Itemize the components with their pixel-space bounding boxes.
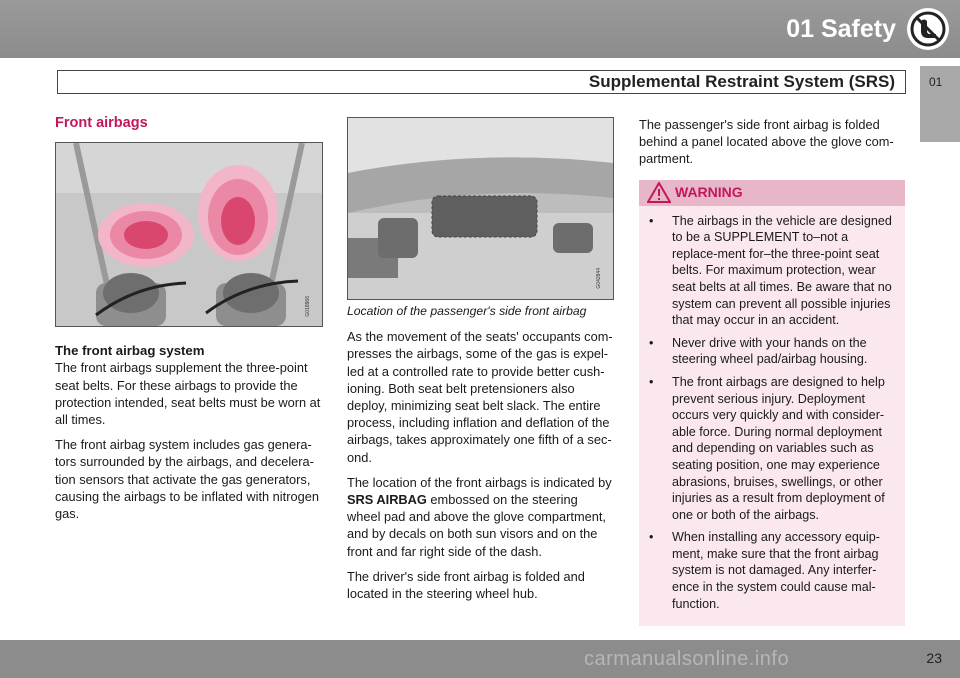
passenger-airbag-location-illustration — [347, 117, 614, 300]
section-bar — [57, 70, 906, 94]
warning-item: • Never drive with your hands on the steering wheel pad/airbag housing. — [647, 335, 895, 368]
warning-box — [639, 180, 905, 627]
column-3 — [639, 116, 905, 626]
front-airbags-illustration — [55, 142, 323, 327]
paragraph: The driver's side front airbag is folded and located in the steering wheel hub. — [347, 568, 585, 602]
section-title: Supplemental Restraint System (SRS) — [588, 72, 895, 91]
figure-code: G018966 — [304, 295, 311, 317]
front-airbags-heading: Front airbags — [55, 115, 148, 131]
text-span: The location of the front airbags is indicated by — [347, 474, 612, 490]
warning-header — [639, 180, 905, 206]
dashboard-image — [348, 118, 613, 299]
figure-caption: Location of the passenger's side front airbag — [347, 304, 587, 318]
warning-item: • The front airbags are designed to help prevent serious injury. Deployment occurs very quickly and with consider-able force. During normal deployment and depending on variables such as seating position, one may experience abrasions, bruises, swellings, or other injuries as a result from deployment of one or both of the airbags. — [647, 374, 895, 523]
side-tab-label: 01 — [929, 75, 943, 89]
page-number: 23 — [926, 650, 942, 666]
chapter-side-tab — [920, 66, 960, 142]
paragraph: The front airbag system includes gas genera-tors surrounded by the airbags, and decelera-tion sensors that activate the gas generators, causing the airbags to be inflated with nitrogen gas. — [55, 437, 319, 522]
airbags-deployed-image — [56, 143, 322, 326]
footer-band — [0, 640, 960, 678]
paragraph — [347, 474, 614, 560]
column-1 — [55, 115, 323, 530]
warning-list — [639, 206, 905, 613]
paragraph: The front airbags supplement the three-point seat belts. For these airbags to provide the protection intended, seat belts must be worn at all times. — [55, 360, 321, 428]
no-child-seat-icon — [906, 7, 950, 51]
watermark: carmanualsonline.info — [584, 648, 790, 670]
figure-code: G042844 — [595, 268, 602, 289]
text-span: embossed on the steering wheel pad and above the glove compartment, and by decals on both sun visors and on the front and far right side of the dash. — [347, 492, 606, 559]
front-airbag-system-heading: The front airbag system — [55, 343, 205, 359]
paragraph: The passenger's side front airbag is folded behind a panel located above the glove com-partment. — [639, 117, 894, 167]
chapter-title: 01 Safety — [786, 15, 896, 43]
warning-title: WARNING — [675, 183, 743, 200]
warning-triangle-icon — [647, 182, 671, 203]
warning-item: • When installing any accessory equip-ment, make sure that the front airbag system is not damaged. Any interfer-ence in the system could cause mal-function. — [647, 529, 895, 612]
paragraph: As the movement of the seats' occupants com-presses the airbags, some of the gas is expel-led at a controlled rate to provide better cush-ioning. Both seat belt pretensioners also deploy, minimizing seat belt slack. The entire process, including inflation and deflation of the airbags, takes approximately one fifth of a sec-ond. — [347, 329, 613, 465]
srs-airbag-label: SRS AIRBAG — [347, 492, 427, 508]
warning-item: • The airbags in the vehicle are designed to be a SUPPLEMENT to–not a replace-ment for–the three-point seat belts. For maximum protection, wear seat belts at all times. Be aware that no system can prevent all possible injuries that may occur in an accident. — [647, 213, 895, 329]
column-2 — [347, 117, 614, 610]
